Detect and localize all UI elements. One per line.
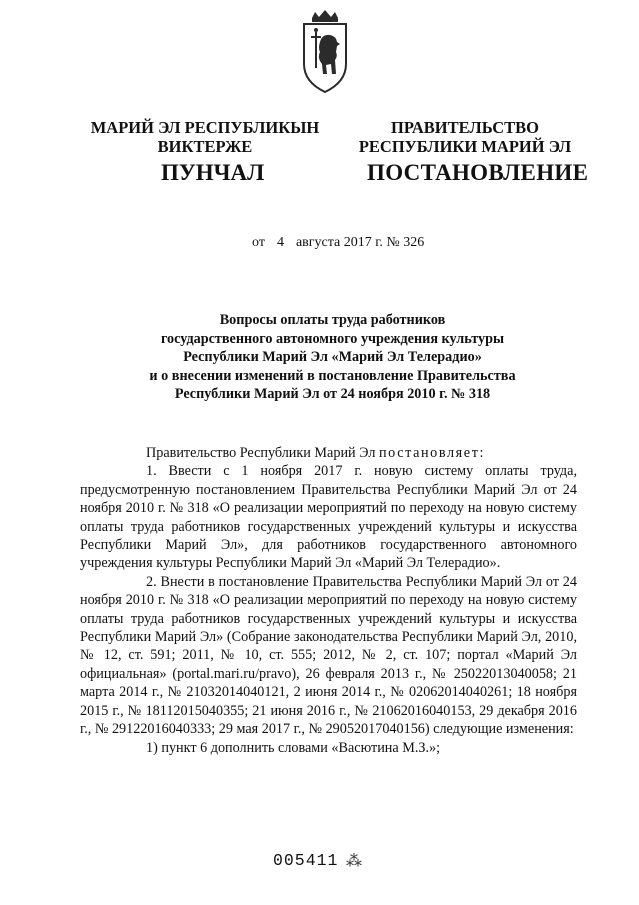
header-left-line1: МАРИЙ ЭЛ РЕСПУБЛИКЫН xyxy=(90,118,320,137)
subject-line: Республики Марий Эл «Марий Эл Телерадио» xyxy=(183,349,482,366)
paragraph-3: 1) пункт 6 дополнить словами «Васютина М.З.»; xyxy=(146,739,441,756)
preamble-prefix: Правительство Республики Марий Эл xyxy=(146,445,379,461)
date-prefix: от xyxy=(252,235,265,250)
preamble xyxy=(80,444,577,462)
paragraph-1: 1. Ввести с 1 ноября 2017 г. новую систему оплаты труда, предусмотренную постановлением Правительства Республики Марий Эл от 24 ноября 2010 г. № 318 «О реализации мероприятий по переходу на новую систему оплаты труда работников государственных учреждений культуры и искусства Республики Марий Эл», для работников государственного автономного учреждения культуры Республики Марий Эл «Марий Эл Телерадио». xyxy=(80,463,577,572)
header-left-line2: ВИКТЕРЖЕ xyxy=(157,137,253,156)
subject-line: Республики Марий Эл от 24 ноября 2010 г. № 318 xyxy=(174,386,491,403)
subject-line: государственного автономного учреждения культуры xyxy=(160,330,505,347)
serial-number: 005411 xyxy=(273,851,339,870)
header-left-title xyxy=(85,118,325,156)
footer-mark: ⁂ xyxy=(346,853,362,870)
date-day: 4 xyxy=(276,235,284,250)
date-line xyxy=(252,235,424,251)
header-right-line2: РЕСПУБЛИКИ МАРИЙ ЭЛ xyxy=(358,137,572,156)
doc-type-mari: ПУНЧАЛ xyxy=(161,160,265,185)
header-right-title xyxy=(340,118,590,156)
subject-line: Вопросы оплаты труда работников xyxy=(219,312,446,328)
paragraph-2: 2. Внести в постановление Правительства Республики Марий Эл от 24 ноября 2010 г. № 318 «О реализации мероприятий по переходу на новую систему оплаты труда работников государственных учреждений культуры и искусства Республики Марий Эл» (Собрание законодательства Республики Марий Эл, 2010, № 12, ст. 591; 2011, № 10, ст. 555; 2012, № 2, ст. 107; портал «Марий Эл официальная» (portal.mari.ru/pravo), 26 февраля 2013 г., № 25022013040058; 21 марта 2014 г., № 21032014040121, 2 июня 2014 г., № 02062014040261; 18 ноября 2015 г., № 18112015040355; 21 июня 2016 г., № 21062016040153, 29 декабря 2016 г., № 29122016040333; 29 мая 2017 г., № 29052017040156) следующие изменения: xyxy=(80,573,577,738)
coat-of-arms-icon xyxy=(300,8,350,94)
subject-line: и о внесении изменений в постановление Правительства xyxy=(149,367,516,384)
header-right-line1: ПРАВИТЕЛЬСТВО xyxy=(391,118,539,137)
doc-type-russian: ПОСТАНОВЛЕНИЕ xyxy=(367,160,589,185)
document-subject xyxy=(110,311,555,404)
preamble-spaced: постановляет: xyxy=(378,445,486,461)
document-body xyxy=(80,444,577,757)
date-rest: августа 2017 г. № 326 xyxy=(295,235,425,250)
